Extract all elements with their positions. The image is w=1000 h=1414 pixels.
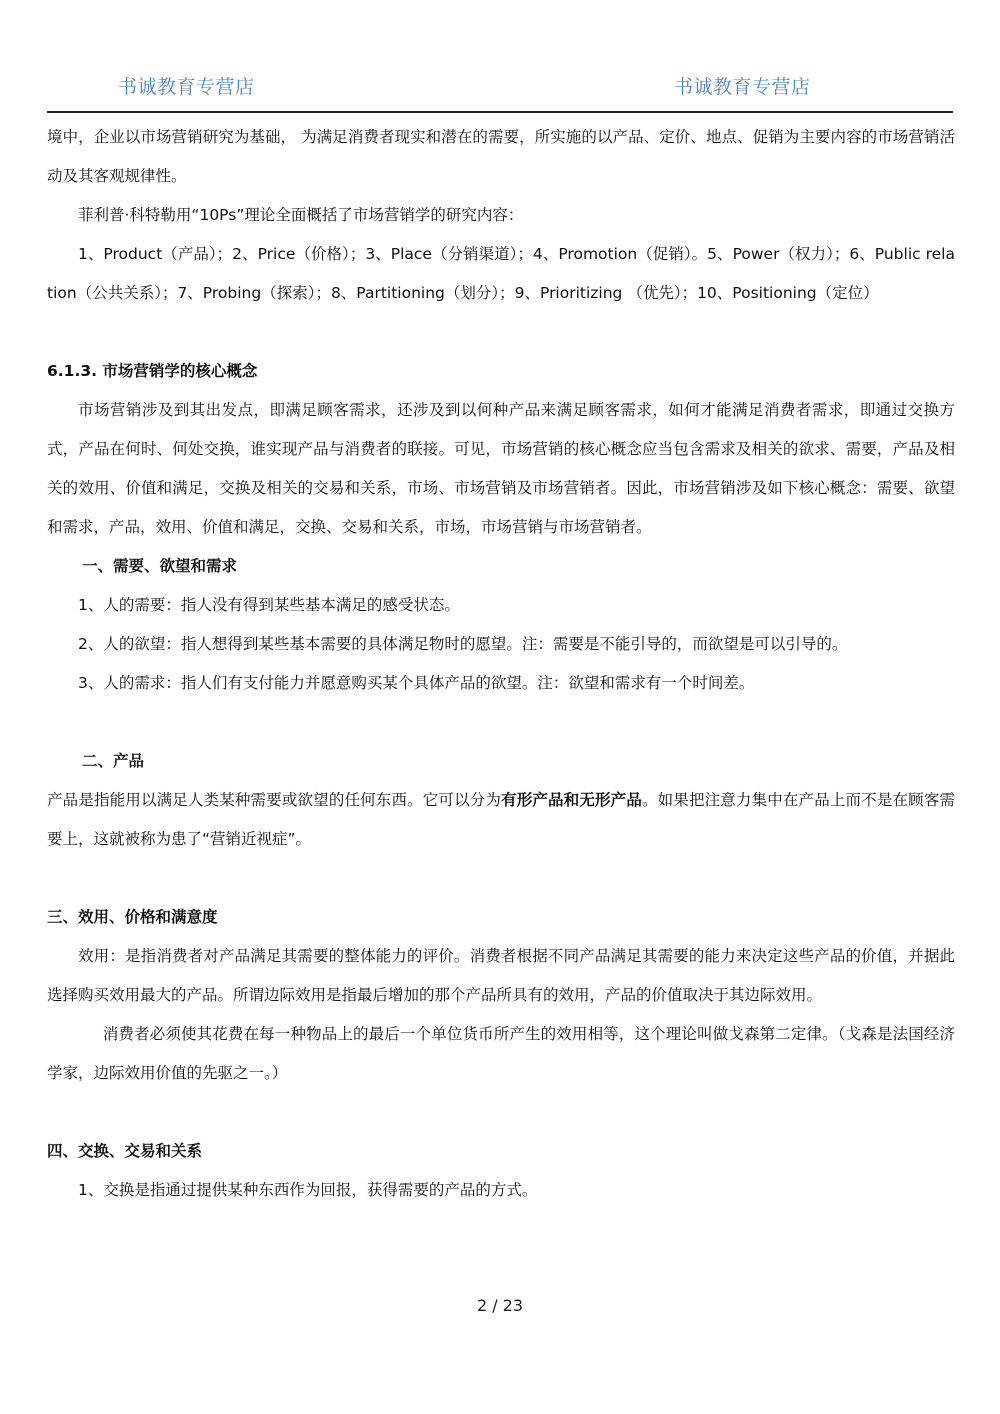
intro-paragraph: 境中，企业以市场营销研究为基础， 为满足消费者现实和潜在的需要，所实施的以产品、定价、地点、促销为主要内容的市场营销活动及其客观规律性。 (47, 128, 955, 185)
wants-item: 2、人的欲望：指人想得到某些基本需要的具体满足物时的愿望。注：需要是不能引导的，而欲望是可以引导的。 (78, 635, 848, 653)
subsection-title-utility: 三、效用、价格和满意度 (47, 908, 218, 926)
header-divider (47, 111, 953, 113)
subsection-title-product: 二、产品 (82, 752, 145, 770)
spacer (47, 1093, 955, 1132)
store-name-right: 书诚教育专营店 (674, 76, 811, 98)
store-name-left: 书诚教育专营店 (118, 76, 255, 98)
page-header (0, 0, 1000, 114)
product-text-after: 。如果把注意力集中在产品上而不是在顾客需要上，这就被称为患了“营销近视症”。 (47, 791, 955, 848)
product-text-bold: 有形产品和无形产品 (501, 791, 642, 809)
spacer (47, 703, 955, 742)
subsection-title-needs: 一、需要、欲望和需求 (82, 557, 238, 575)
subsection-title-exchange: 四、交换、交易和关系 (47, 1142, 203, 1160)
demands-item: 3、人的需求：指人们有支付能力并愿意购买某个具体产品的欲望。注：欲望和需求有一个时间差。 (78, 674, 755, 692)
gossen-paragraph: 消费者必须使其花费在每一种物品上的最后一个单位货币所产生的效用相等，这个理论叫做戈森第二定律。（戈森是法国经济学家，边际效用价值的先驱之一。） (47, 1025, 955, 1082)
product-paragraph (47, 781, 955, 859)
spacer (47, 859, 955, 898)
core-concepts-paragraph: 市场营销涉及到其出发点，即满足顾客需求，还涉及到以何种产品来满足顾客需求，如何才能满足消费者需求，即通过交换方式，产品在何时、何处交换，谁实现产品与消费者的联接。可见，市场营销的核心概念应当包含需求及相关的欲求、需要，产品及相关的效用、价值和满足，交换及相关的交易和关系，市场、市场营销及市场营销者。因此，市场营销涉及如下核心概念：需要、欲望和需求，产品，效用、价值和满足，交换、交易和关系，市场，市场营销与市场营销者。 (47, 401, 955, 536)
utility-paragraph: 效用：是指消费者对产品满足其需要的整体能力的评价。消费者根据不同产品满足其需要的能力来决定这些产品的价值，并据此选择购买效用最大的产品。所谓边际效用是指最后增加的那个产品所具有的效用，产品的价值取决于其边际效用。 (47, 947, 955, 1004)
product-text-before: 产品是指能用以满足人类某种需要或欲望的任何东西。它可以分为 (47, 791, 502, 809)
page-number: 2 / 23 (476, 1296, 524, 1315)
10ps-list: 1、Product（产品）；2、Price（价格）；3、Place（分销渠道）；4、Promotion（促销）。5、Power（权力）；6、Public relation（公共关系）；7、Probing（探索）；8、Partitioning（划分）；9、Prioritizing （优先）；10、Positioning（定位） (47, 245, 955, 302)
needs-item: 1、人的需要：指人没有得到某些基本满足的感受状态。 (78, 596, 460, 614)
section-title-613: 6.1.3. 市场营销学的核心概念 (47, 362, 258, 380)
exchange-item: 1、交换是指通过提供某种东西作为回报，获得需要的产品的方式。 (78, 1181, 538, 1199)
document-body (47, 118, 955, 1210)
spacer (47, 313, 955, 352)
kotler-paragraph: 菲利普·科特勒用“10Ps”理论全面概括了市场营销学的研究内容： (78, 206, 524, 224)
